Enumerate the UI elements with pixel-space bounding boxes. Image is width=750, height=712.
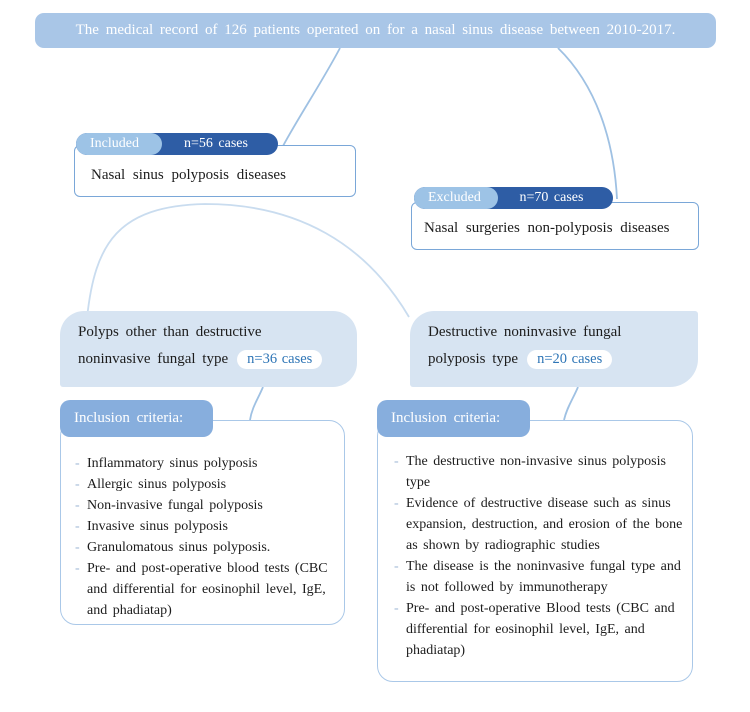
criteria-item	[75, 453, 336, 474]
inclusion-criteria-left-list	[75, 453, 336, 621]
criteria-item	[394, 556, 684, 598]
criteria-item	[75, 495, 336, 516]
inclusion-criteria-right-list	[394, 451, 684, 661]
criteria-item	[394, 451, 684, 493]
bullet-dash: -	[75, 519, 80, 534]
bullet-dash: -	[75, 498, 80, 513]
subgroup-left-box	[60, 311, 357, 387]
excluded-description: Nasal surgeries non-polyposis diseases	[424, 219, 670, 236]
connector-groupright-criteria	[564, 387, 578, 420]
included-description: Nasal sinus polyposis diseases	[91, 166, 286, 183]
criteria-item-text: Pre- and post-operative Blood tests (CBC and differential for eosinophil level, IgE, and phadiatap)	[406, 601, 675, 658]
excluded-label: Excluded	[414, 187, 498, 209]
connector-banner-included	[283, 48, 340, 146]
inclusion-criteria-right-title	[377, 400, 530, 437]
bullet-dash: -	[75, 477, 80, 492]
subgroup-left-line1: Polyps other than destructive	[78, 324, 262, 340]
criteria-item-text: Allergic sinus polyposis	[87, 477, 227, 492]
criteria-item	[75, 474, 336, 495]
criteria-item	[75, 558, 336, 621]
criteria-item-text: Evidence of destructive disease such as sinus expansion, destruction, and erosion of the bone as shown by radiographic studies	[406, 496, 683, 553]
criteria-item-text: Pre- and post-operative blood tests (CBC and differential for eosinophil level, IgE, and phadiatap)	[87, 561, 328, 618]
excluded-pill	[414, 187, 613, 209]
included-count: n=56 cases	[184, 136, 248, 151]
title-banner	[35, 13, 716, 48]
bullet-dash: -	[394, 601, 399, 616]
criteria-item-text: The disease is the noninvasive fungal type and is not followed by immunotherapy	[406, 559, 681, 595]
subgroup-left-line2: noninvasive fungal type	[78, 351, 229, 367]
criteria-item-text: Non-invasive fungal polyposis	[87, 498, 263, 513]
criteria-item-text: Invasive sinus polyposis	[87, 519, 228, 534]
criteria-item	[394, 493, 684, 556]
criteria-item	[75, 537, 336, 558]
criteria-item-text: The destructive non-invasive sinus polyposis type	[406, 454, 666, 490]
subgroup-right-count-pill: n=20 cases	[527, 350, 612, 369]
bullet-dash: -	[394, 454, 399, 469]
title-banner-text: The medical record of 126 patients operated on for a nasal sinus disease between 2010-2017.	[75, 22, 676, 38]
inclusion-criteria-left-title-text: Inclusion criteria:	[74, 410, 184, 426]
criteria-item	[75, 516, 336, 537]
inclusion-criteria-right-title-text: Inclusion criteria:	[391, 410, 501, 426]
included-pill	[76, 133, 278, 155]
inclusion-criteria-left-box	[60, 420, 345, 625]
excluded-box	[411, 202, 699, 250]
connector-banner-excluded	[558, 48, 617, 199]
bullet-dash: -	[75, 540, 80, 555]
connector-included-subgroups-arch	[87, 204, 409, 318]
bullet-dash: -	[394, 496, 399, 511]
subgroup-right-line2: polyposis type	[428, 351, 519, 367]
included-label: Included	[76, 133, 162, 155]
criteria-item-text: Granulomatous sinus polyposis.	[87, 540, 271, 555]
bullet-dash: -	[394, 559, 399, 574]
excluded-count: n=70 cases	[519, 190, 584, 205]
inclusion-criteria-left-title	[60, 400, 213, 437]
connector-groupleft-criteria	[250, 387, 263, 420]
subgroup-right-box	[410, 311, 698, 387]
bullet-dash: -	[75, 561, 80, 576]
subgroup-left-count-pill: n=36 cases	[237, 350, 322, 369]
criteria-item	[394, 598, 684, 661]
criteria-item-text: Inflammatory sinus polyposis	[87, 456, 258, 471]
bullet-dash: -	[75, 456, 80, 471]
subgroup-right-line1: Destructive noninvasive fungal	[428, 324, 622, 340]
inclusion-criteria-right-box	[377, 420, 693, 682]
